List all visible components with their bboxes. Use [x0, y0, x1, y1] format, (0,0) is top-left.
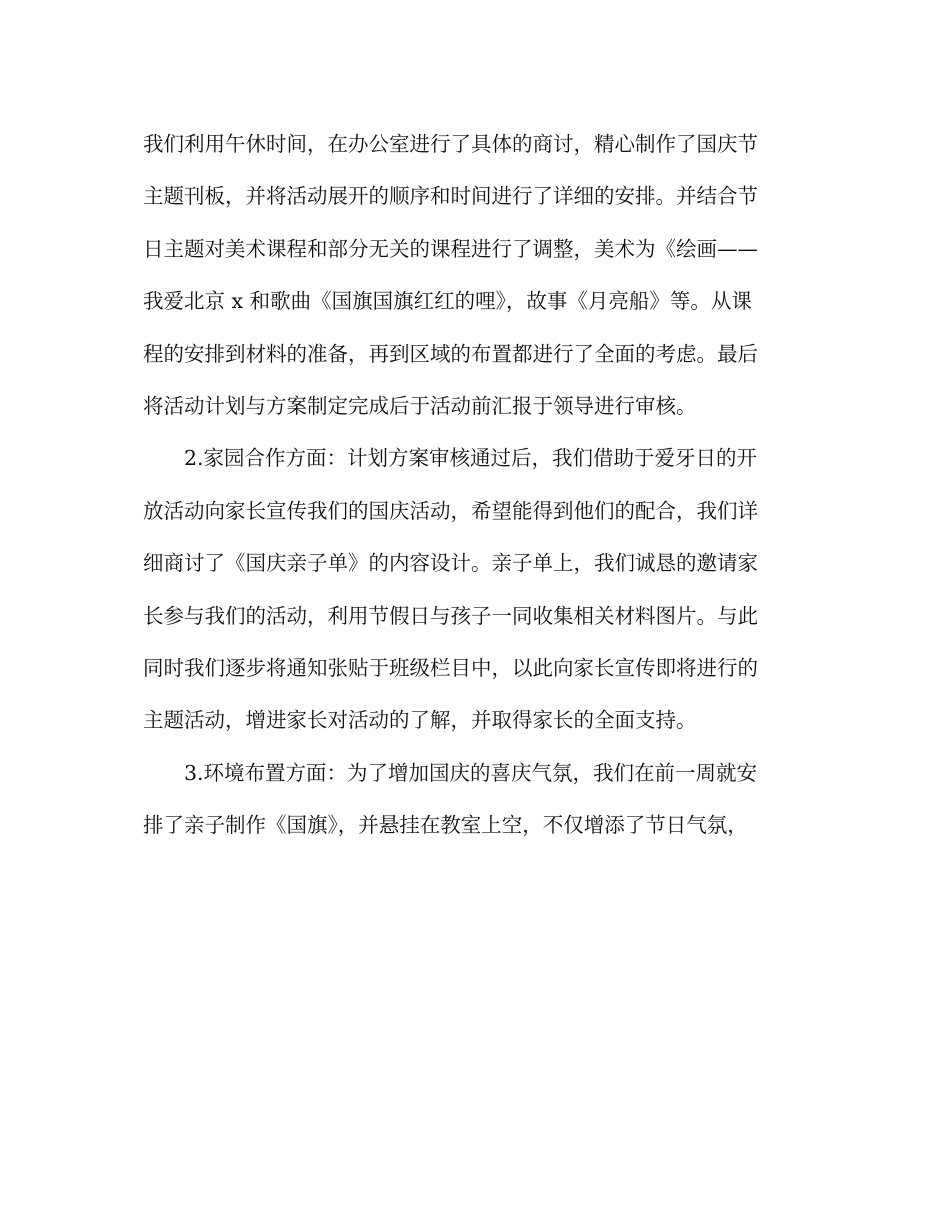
text-line: 主题刊板，并将活动展开的顺序和时间进行了详细的安排。并结合节 — [143, 184, 758, 209]
text-line: 细商讨了《国庆亲子单》的内容设计。亲子单上，我们诚恳的邀请家 — [143, 551, 758, 576]
text-line: 排了亲子制作《国旗》，并悬挂在教室上空，不仅增添了节日气氛， — [143, 813, 748, 838]
text-line: 放活动向家长宣传我们的国庆活动，希望能得到他们的配合，我们详 — [143, 498, 758, 523]
text-line: 我爱北京 x 和歌曲《国旗国旗红红的哩》，故事《月亮船》等。从课 — [143, 289, 752, 314]
text-line: 主题活动，增进家长对活动的了解，并取得家长的全面支持。 — [143, 708, 697, 733]
paragraph-start-line: 3.环境布置方面：为了增加国庆的喜庆气氛，我们在前一周就安 — [184, 760, 758, 785]
text-line: 同时我们逐步将通知张贴于班级栏目中，以此向家长宣传即将进行的 — [143, 655, 758, 680]
text-line: 程的安排到材料的准备，再到区域的布置都进行了全面的考虑。最后 — [143, 341, 758, 366]
text-line: 日主题对美术课程和部分无关的课程进行了调整，美术为《绘画—— — [143, 236, 758, 261]
text-line: 将活动计划与方案制定完成后于活动前汇报于领导进行审核。 — [143, 393, 697, 418]
text-line: 长参与我们的活动，利用节假日与孩子一同收集相关材料图片。与此 — [143, 603, 758, 628]
paragraph-start-line: 2.家园合作方面：计划方案审核通过后，我们借助于爱牙日的开 — [184, 446, 758, 471]
text-line: 我们利用午休时间，在办公室进行了具体的商讨，精心制作了国庆节 — [143, 132, 758, 156]
document-body — [143, 118, 803, 851]
